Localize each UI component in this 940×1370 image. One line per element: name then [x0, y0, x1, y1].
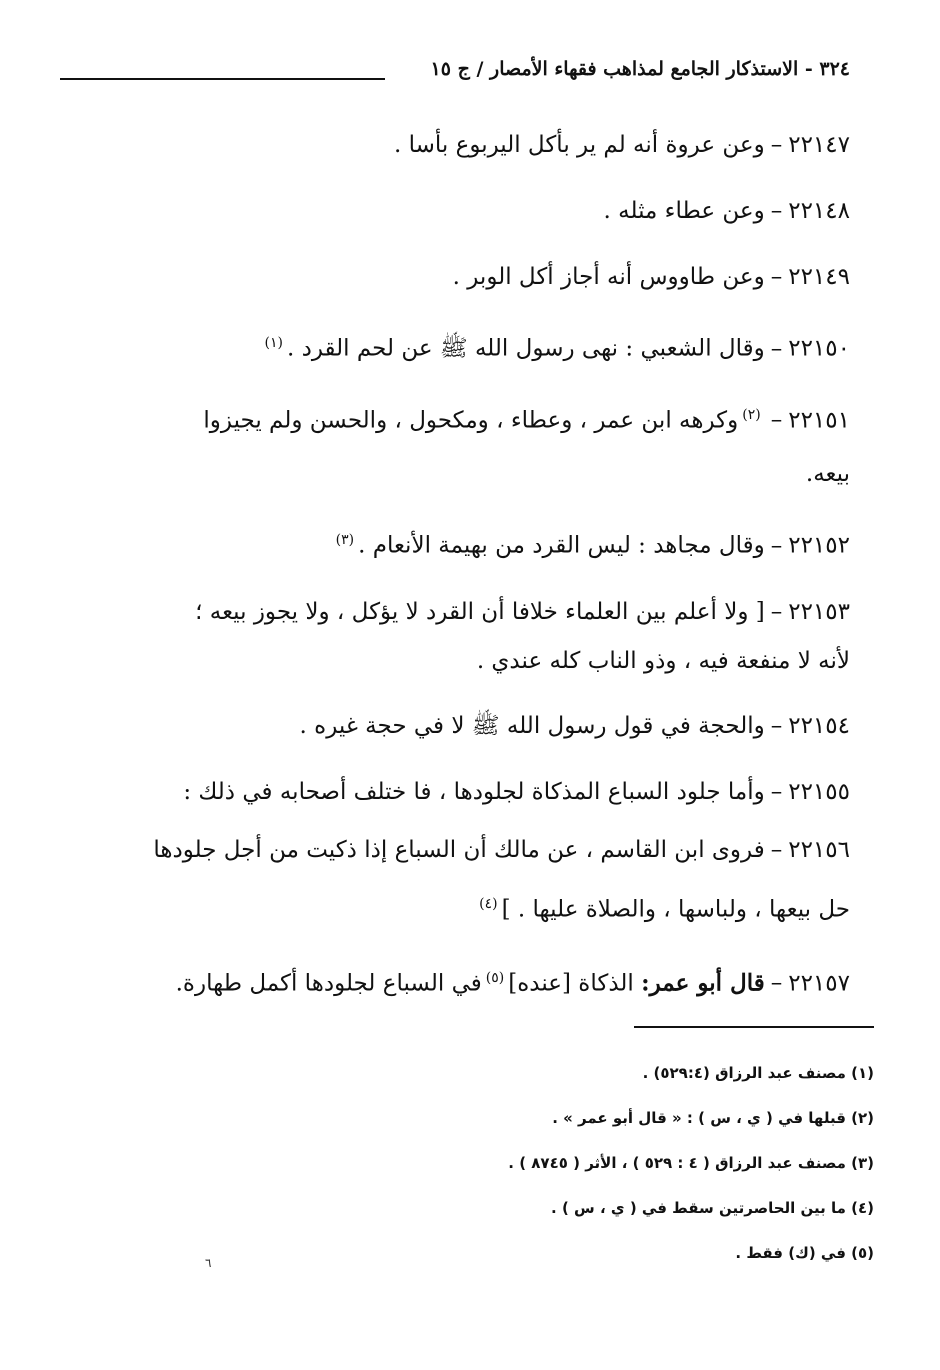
entry-number: ٢٢١٥٧ — [788, 970, 850, 997]
footnote-ref[interactable]: (٥) — [485, 969, 505, 986]
entry-number: ٢٢١٤٨ — [788, 198, 850, 224]
entry-number: ٢٢١٥١ — [788, 407, 850, 434]
entry-22150: ٢٢١٥٠–وقال الشعبي : نهى رسول الله ﷺ عن لحم القرد .$^{(١)}$ — [60, 316, 850, 376]
header-rule — [60, 78, 385, 80]
footnote-ref[interactable]: (٤) — [479, 895, 498, 912]
entry-text: وعن عروة أنه لم ير بأكل اليربوع بأسا . — [393, 132, 765, 158]
entry-number: ٢٢١٥٥ — [788, 778, 850, 805]
running-header — [60, 52, 850, 92]
entry-22148: ٢٢١٤٨–وعن عطاء مثله . — [603, 198, 850, 224]
entries-list — [60, 118, 850, 1022]
entry-number: ٢٢١٥٦ — [788, 836, 850, 863]
entry-number: ٢٢١٤٩ — [788, 264, 850, 290]
entry-text: وعن طاووس أنه أجاز أكل الوبر . — [452, 264, 765, 290]
entry-tail: في السباع لجلودها أكمل طهارة. — [175, 970, 482, 997]
entry-text: فروى ابن القاسم ، عن مالك أن السباع إذا ذكيت من أجل جلودها — [153, 836, 765, 863]
footnote-ref[interactable]: (٢) — [742, 406, 761, 423]
entry-number: ٢٢١٥٠ — [788, 335, 850, 362]
entry-22154: ٢٢١٥٤–والحجة في قول رسول الله ﷺ لا في حجة غيره . — [299, 712, 850, 739]
entry-number: ٢٢١٥٣ — [788, 598, 850, 625]
entry-22152: ٢٢١٥٢–وقال مجاهد : ليس القرد من بهيمة الأنعام .$^{(٣)}$ — [60, 513, 850, 573]
footnotes-list — [74, 1062, 874, 1287]
entry-continuation — [60, 877, 850, 937]
entry-continuation-text: حل بيعها ، ولباسها ، والصلاة عليها . ] — [501, 896, 850, 923]
entry-text: وكرهه ابن عمر ، وعطاء ، ومكحول ، والحسن ولم يجيزوا — [203, 407, 739, 434]
entry-number: ٢٢١٤٧ — [788, 132, 850, 158]
entry-continuation: لأنه لا منفعة فيه ، وذو الناب كله عندي . — [476, 647, 850, 674]
footnote-ref[interactable]: (٣) — [335, 532, 355, 549]
entry-text: وعن عطاء مثله . — [603, 198, 765, 224]
entry-text: [ ولا أعلم بين العلماء خلافا أن القرد لا يؤكل ، ولا يجوز بيعه ؛ — [195, 598, 765, 625]
entry-number: ٢٢١٥٢ — [788, 532, 850, 559]
entry-text: وقال الشعبي : نهى رسول الله ﷺ عن لحم القرد . — [286, 335, 765, 362]
page-mark: ٦ — [205, 1256, 212, 1270]
entry-22156: ٢٢١٥٦–فروى ابن القاسم ، عن مالك أن السباع إذا ذكيت من أجل جلودها حل بيعها ، ولباسها ، والصلاة عليها . ]$^{(٤)}$ — [60, 823, 850, 937]
entry-22151: ٢٢١٥١–$^{(٢)}$وكرهه ابن عمر ، وعطاء ، ومكحول ، والحسن ولم يجيزوا بيعه. — [60, 388, 850, 502]
entry-continuation: بيعه. — [805, 461, 850, 488]
entry-text: الذكاة [عنده] — [508, 970, 634, 997]
entry-22147: ٢٢١٤٧–وعن عروة أنه لم ير بأكل اليربوع بأسا . — [393, 132, 850, 158]
entry-22153: ٢٢١٥٣–[ ولا أعلم بين العلماء خلافا أن القرد لا يؤكل ، ولا يجوز بيعه ؛ لأنه لا منفعة فيه ، وذو الناب كله عندي . — [60, 585, 850, 683]
entry-lead: قال أبو عمر: — [641, 969, 765, 997]
footnote-1: (١) مصنف عبد الرزاق (٥٢٩:٤) . — [642, 1064, 874, 1082]
entry-22149: ٢٢١٤٩–وعن طاووس أنه أجاز أكل الوبر . — [452, 264, 850, 290]
footnote-ref[interactable]: (١) — [264, 335, 283, 351]
footnote-divider — [634, 1026, 874, 1028]
entry-number: ٢٢١٥٤ — [788, 712, 850, 739]
entry-22155: ٢٢١٥٥–وأما جلود السباع المذكاة لجلودها ، فا ختلف أصحابه في ذلك : — [183, 778, 850, 805]
footnote-4: (٤) ما بين الحاصرتين سقط في ( ي ، س ) . — [551, 1199, 874, 1217]
footnote-3: (٣) مصنف عبد الرزاق ( ٤ : ٥٢٩ ) ، الأثر ( ٨٧٤٥ ) . — [508, 1154, 874, 1172]
entry-text: والحجة في قول رسول الله ﷺ لا في حجة غيره . — [299, 712, 765, 739]
header-title: ٣٢٤ - الاستذكار الجامع لمذاهب فقهاء الأمصار / ج ١٥ — [430, 58, 850, 80]
entry-text: وقال مجاهد : ليس القرد من بهيمة الأنعام . — [358, 532, 765, 559]
footnote-5: (٥) في (ك) فقط . — [735, 1244, 874, 1262]
entry-text: وأما جلود السباع المذكاة لجلودها ، فا ختلف أصحابه في ذلك : — [183, 778, 765, 805]
entry-22157: ٢٢١٥٧–قال أبو عمر: الذكاة [عنده]$^{(٥)}$في السباع لجلودها أكمل طهارة. — [175, 969, 850, 997]
footnote-2: (٢) قبلها في ( ي ، س ) : « قال أبو عمر » . — [552, 1109, 874, 1127]
